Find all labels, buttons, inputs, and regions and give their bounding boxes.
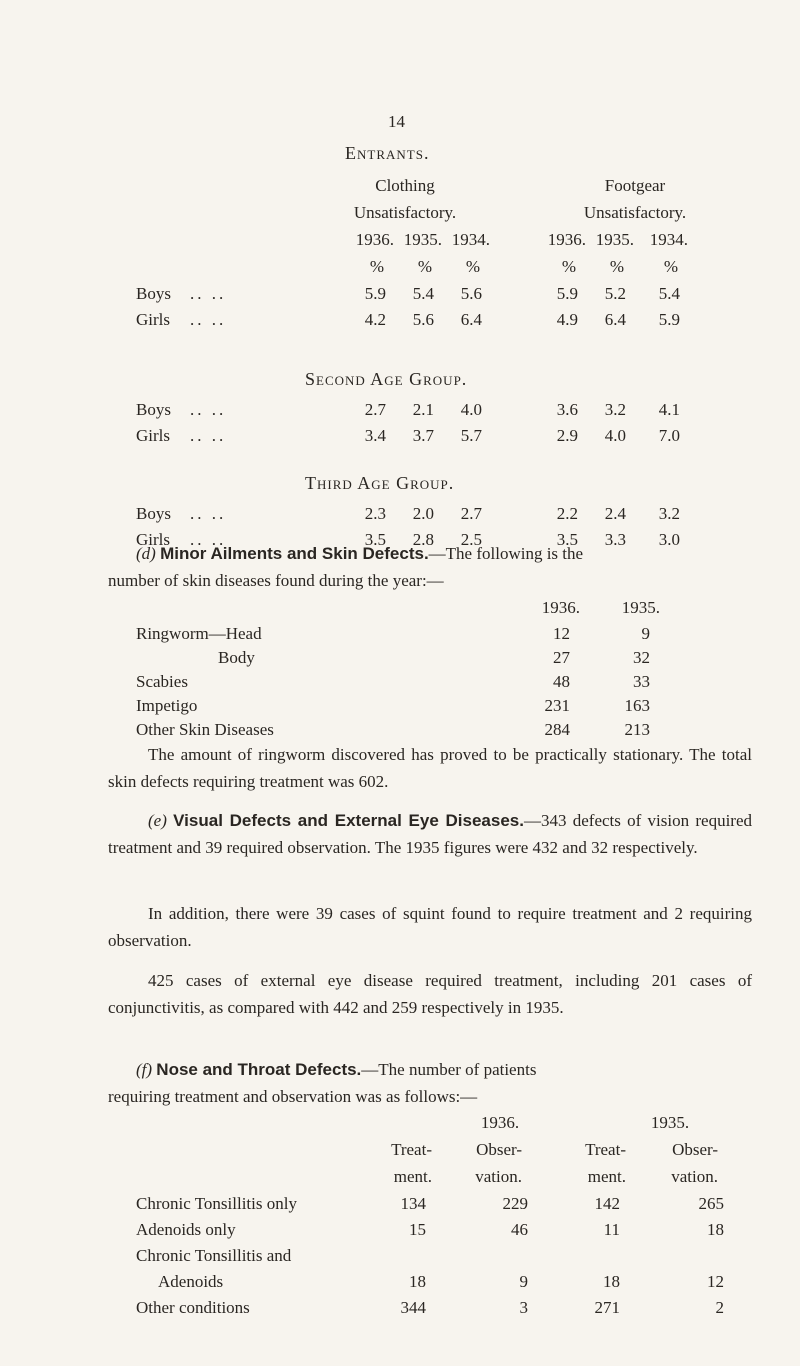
entrants-year-header: 1934.: [451, 230, 490, 249]
table-cell: 7.0: [658, 426, 680, 445]
section-e-title: Visual Defects and External Eye Diseases.: [173, 811, 524, 830]
nose-col-header-line2: ment.: [587, 1167, 626, 1186]
table-cell: 4.9: [556, 310, 578, 329]
nose-col-header-line1: Obser-: [476, 1140, 522, 1159]
table-cell: 5.6: [412, 310, 434, 329]
table-cell: 2.5: [460, 530, 482, 549]
section-f-title: Nose and Throat Defects.: [156, 1060, 362, 1079]
skin-row-label: Ringworm—Head: [136, 624, 262, 643]
age-group-title: Second Age Group.: [305, 369, 468, 389]
table-cell: 6.4: [460, 310, 482, 329]
leader-dots: .. ..: [190, 504, 227, 523]
nose-cell: 12: [707, 1272, 724, 1291]
table-cell: 4.2: [364, 310, 386, 329]
percent-sign: %: [417, 257, 432, 276]
age-group-title: Third Age Group.: [305, 473, 455, 493]
nose-row-label: Adenoids only: [136, 1220, 236, 1239]
entrants-year-header: 1936.: [355, 230, 394, 249]
percent-sign: %: [663, 257, 678, 276]
leader-dots: .. ..: [190, 310, 227, 329]
percent-sign: %: [609, 257, 624, 276]
skin-cell-1935: 32: [633, 648, 650, 667]
table-cell: 4.0: [604, 426, 626, 445]
skin-cell-1935: 213: [624, 720, 650, 739]
nose-cell: 18: [603, 1272, 620, 1291]
leader-dots: .. ..: [190, 530, 227, 549]
skin-year-1935: 1935.: [621, 598, 660, 617]
row-label: Boys: [136, 400, 171, 419]
section-e-letter: (e): [148, 811, 167, 830]
table-cell: 2.7: [460, 504, 482, 523]
leader-dots: .. ..: [190, 426, 227, 445]
skin-row-label: Body: [218, 648, 255, 667]
table-cell: 3.0: [658, 530, 680, 549]
table-cell: 2.2: [556, 504, 578, 523]
section-f-intro-line2: requiring treatment and observation was as follows:—: [108, 1087, 478, 1106]
nose-cell: 11: [603, 1220, 620, 1239]
clothing-header-line2: Unsatisfactory.: [353, 203, 457, 222]
skin-cell-1936: 284: [544, 720, 570, 739]
nose-cell: 3: [519, 1298, 528, 1317]
percent-sign: %: [369, 257, 384, 276]
skin-row-label: Scabies: [136, 672, 188, 691]
section-f-intro-line1: —The number of patients: [361, 1060, 537, 1079]
ringworm-paragraph: The amount of ringworm discovered has proved to be practically stationary. The total skin defects requiring treatment was 602.: [108, 745, 752, 791]
table-cell: 5.6: [460, 284, 482, 303]
nose-col-header-line1: Treat-: [391, 1140, 432, 1159]
skin-cell-1936: 27: [553, 648, 570, 667]
table-cell: 3.7: [412, 426, 434, 445]
table-cell: 3.3: [604, 530, 626, 549]
entrants-year-header: 1934.: [649, 230, 688, 249]
entrants-year-header: 1936.: [547, 230, 586, 249]
skin-cell-1935: 163: [624, 696, 650, 715]
nose-col-header-line2: vation.: [475, 1167, 522, 1186]
nose-col-header-line1: Treat-: [585, 1140, 626, 1159]
leader-dots: .. ..: [190, 284, 227, 303]
nose-row-label-cont: Adenoids: [158, 1272, 224, 1291]
nose-cell: 142: [594, 1194, 620, 1213]
external-eye-paragraph: 425 cases of external eye disease required treatment, including 201 cases of conjunctivitis, as compared with 442 and 259 respectively in 1935.: [108, 971, 752, 1017]
section-d-letter: (d): [136, 544, 156, 563]
skin-cell-1936: 231: [544, 696, 570, 715]
row-label: Girls: [136, 426, 170, 445]
entrants-heading: Entrants.: [345, 143, 430, 163]
section-d-intro-line1: —The following is the: [428, 544, 584, 563]
table-cell: 2.4: [604, 504, 626, 523]
nose-cell: 229: [502, 1194, 528, 1213]
skin-cell-1936: 12: [553, 624, 570, 643]
row-label: Boys: [136, 284, 171, 303]
nose-row-label: Chronic Tonsillitis and: [136, 1246, 292, 1265]
table-cell: 3.4: [364, 426, 386, 445]
table-cell: 3.6: [556, 400, 578, 419]
row-label: Girls: [136, 310, 170, 329]
row-label: Girls: [136, 530, 170, 549]
nose-cell: 46: [511, 1220, 528, 1239]
nose-col-header-line2: vation.: [671, 1167, 718, 1186]
nose-cell: 2: [715, 1298, 724, 1317]
table-cell: 5.9: [658, 310, 680, 329]
section-d-heading-line: [136, 544, 583, 564]
nose-row-label: Chronic Tonsillitis only: [136, 1194, 297, 1213]
table-cell: 2.0: [412, 504, 434, 523]
percent-sign: %: [561, 257, 576, 276]
section-d-title: Minor Ailments and Skin Defects.: [160, 544, 429, 563]
section-e-paragraph: [108, 807, 752, 861]
nose-col-header-line2: ment.: [393, 1167, 432, 1186]
table-cell: 2.3: [364, 504, 386, 523]
leader-dots: .. ..: [190, 400, 227, 419]
nose-cell: 15: [409, 1220, 426, 1239]
skin-row-label: Other Skin Diseases: [136, 720, 274, 739]
table-cell: 5.9: [364, 284, 386, 303]
section-f-heading-line: [136, 1060, 536, 1080]
skin-cell-1935: 33: [633, 672, 650, 691]
nose-cell: 344: [400, 1298, 426, 1317]
table-cell: 6.4: [604, 310, 626, 329]
footgear-header-line2: Unsatisfactory.: [583, 203, 687, 222]
table-cell: 3.5: [364, 530, 386, 549]
nose-col-header-line1: Obser-: [672, 1140, 718, 1159]
entrants-year-header: 1935.: [403, 230, 442, 249]
skin-cell-1935: 9: [641, 624, 650, 643]
table-cell: 4.1: [658, 400, 680, 419]
skin-year-1936: 1936.: [541, 598, 580, 617]
table-cell: 5.4: [412, 284, 434, 303]
row-label: Boys: [136, 504, 171, 523]
nose-cell: 18: [707, 1220, 724, 1239]
table-cell: 3.2: [658, 504, 680, 523]
percent-sign: %: [465, 257, 480, 276]
footgear-header-line1: Footgear: [604, 176, 666, 195]
table-cell: 4.0: [460, 400, 482, 419]
nose-row-label: Other conditions: [136, 1298, 250, 1317]
nose-cell: 265: [698, 1194, 724, 1213]
table-cell: 3.2: [604, 400, 626, 419]
table-cell: 5.4: [658, 284, 680, 303]
table-cell: 5.2: [604, 284, 626, 303]
section-f-letter: (f): [136, 1060, 153, 1079]
nose-year-1936: 1936.: [480, 1113, 520, 1132]
section-d-intro-line2: number of skin diseases found during the year:—: [108, 571, 444, 590]
nose-cell: 18: [409, 1272, 426, 1291]
table-cell: 2.9: [556, 426, 578, 445]
squint-paragraph: In addition, there were 39 cases of squint found to require treatment and 2 requiring observation.: [108, 904, 752, 950]
nose-cell: 134: [400, 1194, 426, 1213]
nose-cell: 271: [594, 1298, 620, 1317]
nose-year-1935: 1935.: [650, 1113, 690, 1132]
table-cell: 2.1: [412, 400, 434, 419]
table-cell: 5.9: [556, 284, 578, 303]
nose-cell: 9: [519, 1272, 528, 1291]
table-cell: 2.7: [364, 400, 386, 419]
entrants-year-header: 1935.: [595, 230, 634, 249]
table-cell: 5.7: [460, 426, 482, 445]
table-cell: 2.8: [412, 530, 434, 549]
skin-cell-1936: 48: [553, 672, 570, 691]
page-number: 14: [388, 112, 405, 131]
skin-row-label: Impetigo: [136, 696, 198, 715]
table-cell: 3.5: [556, 530, 578, 549]
clothing-header-line1: Clothing: [375, 176, 435, 195]
section-e-text: —343 defects of vision required treatment and 39 required observation. The 1935 figures were 432 and 32 respectively.: [108, 811, 752, 857]
